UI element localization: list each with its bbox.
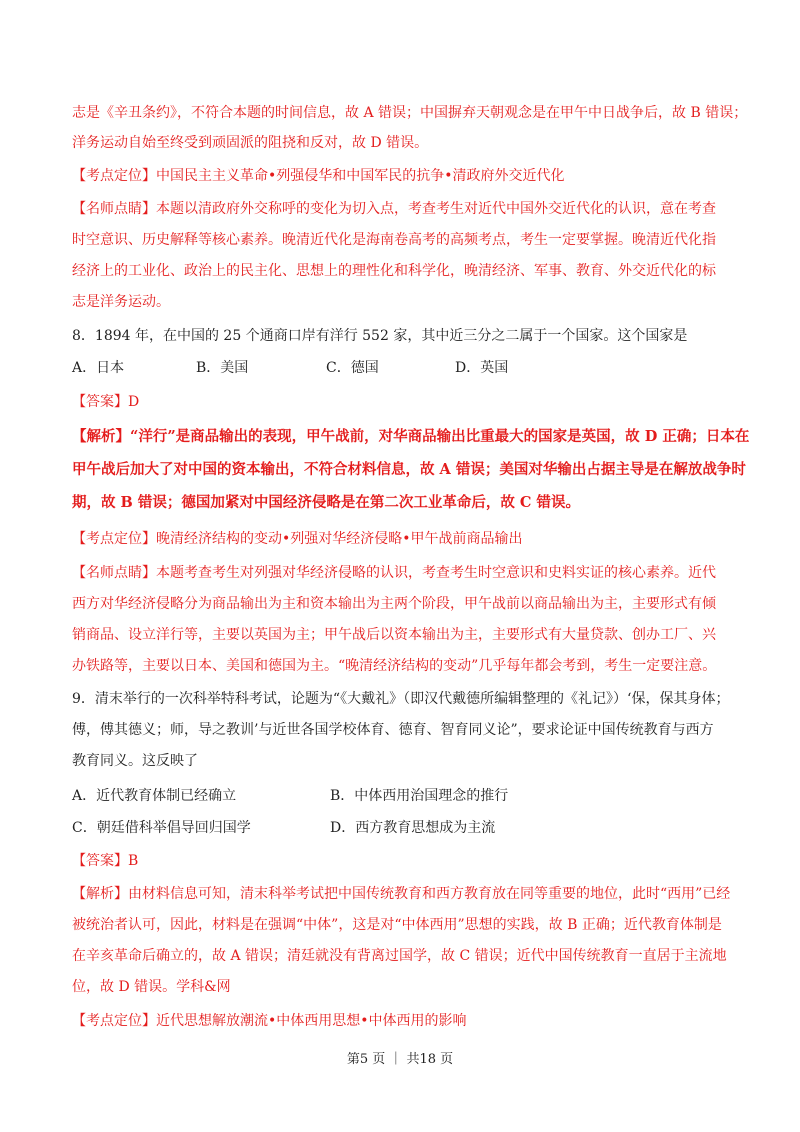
q9-answer: 【答案】B [72,853,139,869]
prev-mingshi-line-1: 【名师点睛】本题以清政府外交称呼的变化为切入点，考查考生对近代中国外交近代化的认识，意在考查 [72,201,716,217]
q8-mingshi-line-4: 办铁路等，主要以日本、美国和德国为主。“晚清经济结构的变动”几乎每年都会考到，考生一定要注意。 [72,658,717,674]
q8-option-c: C．德国 [326,360,379,376]
prev-mingshi-line-3: 经济上的工业化、政治上的民主化、思想上的理性化和科学化，晚清经济、军事、教育、外交近代化的标 [72,263,716,279]
q9-jiexi-line-3: 在辛亥革命后确立的，故 A 错误；清廷就没有背离过国学，故 C 错误；近代中国传统教育一直居于主流地 [72,948,727,964]
q8-jiexi-line-1: 【解析】“洋行”是商品输出的表现，甲午战前，对华商品输出比重最大的国家是英国，故 D 正确；日本在 [72,428,750,445]
q8-option-d: D．英国 [455,360,509,376]
q8-kaodian: 【考点定位】晚清经济结构的变动•列强对华经济侵略•甲午战前商品输出 [72,531,523,547]
q8-jiexi-line-2: 甲午战后加大了对中国的资本输出，不符合材料信息，故 A 错误；美国对华输出占据主导是在解放战争时 [72,461,746,478]
q9-jiexi-line-1: 【解析】由材料信息可知，清末科举考试把中国传统教育和西方教育放在同等重要的地位，此时“西用”已经 [72,886,731,902]
q9-option-a: A．近代教育体制已经确立 [72,788,237,804]
q9-option-b: B．中体西用治国理念的推行 [330,788,509,804]
q8-mingshi-line-1: 【名师点睛】本题考查考生对列强对华经济侵略的认识，考查考生时空意识和史料实证的核心素养。近代 [72,565,716,581]
q9-option-d: D．西方教育思想成为主流 [330,820,496,836]
q8-mingshi-line-3: 销商品、设立洋行等，主要以英国为主；甲午战后以资本输出为主，主要形式有大量贷款、创办工厂、兴 [72,627,716,643]
page-footer: 第5 页 ｜ 共18 页 [346,1052,454,1067]
q9-jiexi-line-2: 被统治者认可，因此，材料是在强调“中体”，这是对“中体西用”思想的实践，故 B 正确；近代教育体制是 [72,917,722,933]
q8-mingshi-line-2: 西方对华经济侵略分为商品输出为主和资本输出为主两个阶段，甲午战前以商品输出为主，主要形式有倾 [72,596,716,612]
q8-jiexi-line-3: 期，故 B 错误；德国加紧对中国经济侵略是在第二次工业革命后，故 C 错误。 [72,494,580,511]
prev-kaodian: 【考点定位】中国民主主义革命•列强侵华和中国军民的抗争•清政府外交近代化 [72,168,565,184]
q9-jiexi-line-4: 位，故 D 错误。学科&网 [72,979,231,995]
q8-stem: 8．1894 年，在中国的 25 个通商口岸有洋行 552 家，其中近三分之二属于一个国家。这个国家是 [72,328,688,344]
q9-stem-line-3: 教育同义。这反映了 [72,753,198,769]
q8-answer: 【答案】D [72,394,140,410]
prev-mingshi-line-2: 时空意识、历史解释等核心素养。晚清近代化是海南卷高考的高频考点，考生一定要掌握。晚清近代化指 [72,232,716,248]
prev-explanation-line-2: 洋务运动自始至终受到顽固派的阻挠和反对，故 D 错误。 [72,135,429,151]
prev-mingshi-line-4: 志是洋务运动。 [72,294,170,310]
q9-option-c: C．朝廷借科举倡导回归国学 [72,820,251,836]
q9-stem-line-1: 9．清末举行的一次科举特科考试，论题为“《大戴礼》（即汉代戴德所编辑整理的《礼记》）‘保，保其身体； [72,691,730,707]
q9-kaodian: 【考点定位】近代思想解放潮流•中体西用思想•中体西用的影响 [72,1013,467,1029]
prev-explanation-line-1: 志是《辛丑条约》，不符合本题的时间信息，故 A 错误；中国摒弃天朝观念是在甲午中日战争后，故 B 错误； [72,105,748,121]
q9-stem-line-2: 傅，傅其德义；师，导之教训’与近世各国学校体育、德育、智育同义论”，要求论证中国传统教育与西方 [72,722,714,738]
q8-option-b: B．美国 [196,360,249,376]
q8-option-a: A．日本 [72,360,125,376]
